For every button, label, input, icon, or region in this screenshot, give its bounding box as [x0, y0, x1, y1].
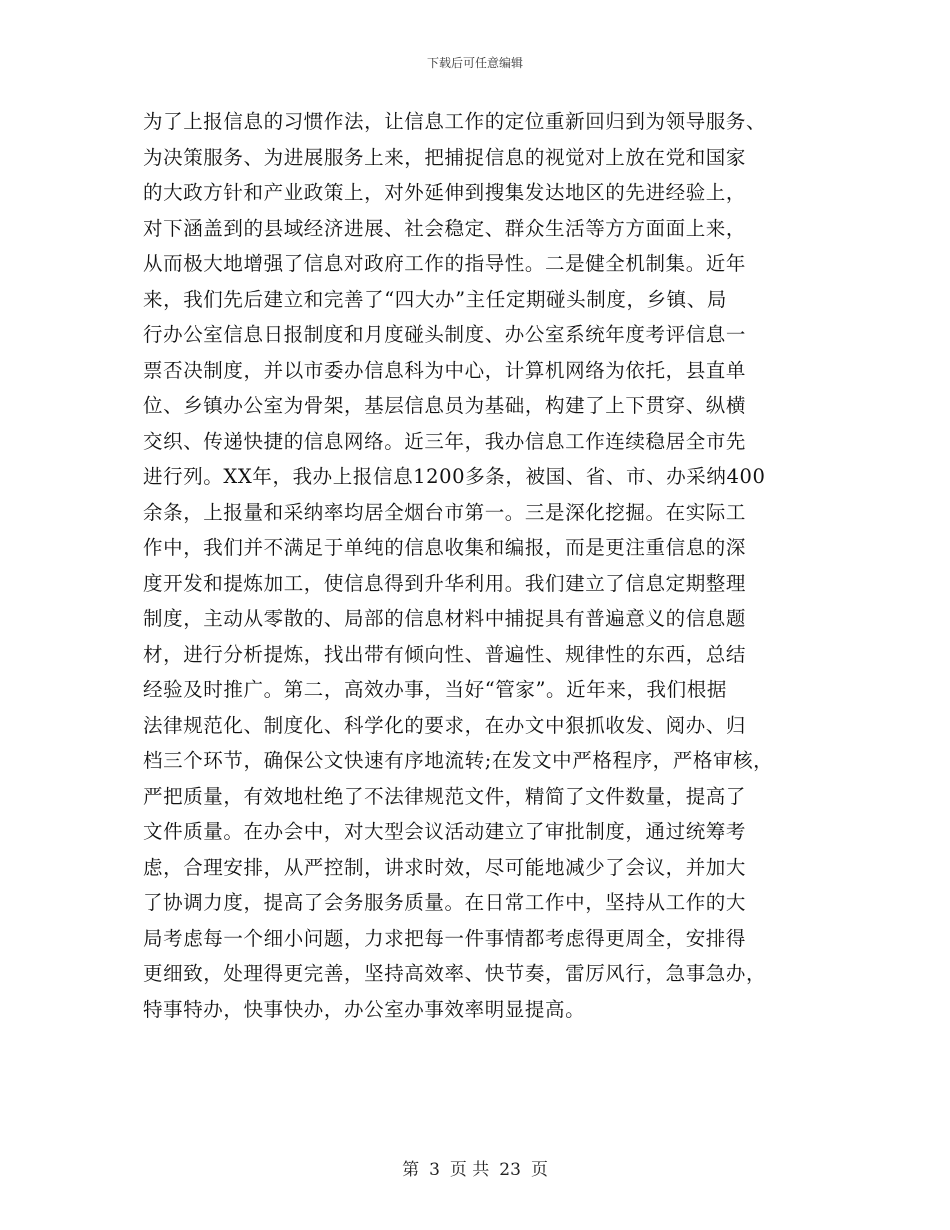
page-header: 下载后可任意编辑: [426, 56, 523, 70]
body-line: 作中，我们并不满足于单纯的信息收集和编报，而是更注重信息的深: [143, 536, 747, 559]
page-number-suffix: 页: [530, 1160, 548, 1180]
body-line: 经验及时推广。第二，高效办事，当好“管家”。近年来，我们根据: [143, 678, 727, 701]
body-line: 从而极大地增强了信息对政府工作的指导性。二是健全机制集。近年: [143, 252, 747, 275]
total-page-count: 23: [499, 1160, 521, 1180]
page-footer: [0, 1155, 950, 1180]
body-line: 来，我们先后建立和完善了“四大办”主任定期碰头制度，乡镇、局: [143, 287, 727, 311]
body-line: 票否决制度，并以市委办信息科为中心，计算机网络为依托，县直单: [143, 358, 747, 382]
body-line: 交织、传递快捷的信息网络。近三年，我办信息工作连续稳居全市先: [143, 429, 747, 453]
body-line: 为决策服务、为进展服务上来，把捕捉信息的视觉对上放在党和国家: [143, 145, 747, 169]
body-line: 了协调力度，提高了会务服务质量。在日常工作中，坚持从工作的大: [143, 891, 747, 914]
page-number-middle: 页 共: [449, 1160, 490, 1180]
body-line: 虑，合理安排，从严控制，讲求时效，尽可能地减少了会议，并加大: [143, 855, 747, 879]
body-line: 文件质量。在办会中，对大型会议活动建立了审批制度，通过统筹考: [143, 820, 747, 843]
body-line: 材，进行分析提炼，找出带有倾向性、普遍性、规律性的东西，总结: [143, 642, 747, 666]
body-line: 制度，主动从零散的、局部的信息材料中捕捉具有普遍意义的信息题: [143, 607, 747, 630]
document-body: [143, 104, 823, 1027]
body-line: 法律规范化、制度化、科学化的要求，在办文中狠抓收发、阅办、归: [143, 713, 747, 737]
body-line: 的大政方针和产业政策上，对外延伸到搜集发达地区的先进经验上，: [143, 181, 747, 204]
body-line: 进行列。XX年，我办上报信息1200多条，被国、省、市、办采纳400: [143, 465, 766, 488]
body-line: 严把质量，有效地杜绝了不法律规范文件，精简了文件数量，提高了: [143, 784, 747, 808]
body-line: 行办公室信息日报制度和月度碰头制度、办公室系统年度考评信息一: [143, 323, 747, 346]
body-line: 特事特办，快事快办，办公室办事效率明显提高。: [143, 997, 586, 1021]
body-line: 余条，上报量和采纳率均居全烟台市第一。三是深化挖掘。在实际工: [143, 500, 747, 524]
body-line: 位、乡镇办公室为骨架，基层信息员为基础，构建了上下贯穿、纵横: [143, 394, 747, 417]
body-line: 档三个环节，确保公文快速有序地流转;在发文中严格程序，严格审核，: [143, 749, 774, 772]
page-number-prefix: 第: [402, 1160, 420, 1180]
body-line: 度开发和提炼加工，使信息得到升华利用。我们建立了信息定期整理: [143, 571, 747, 595]
body-line: 为了上报信息的习惯作法，让信息工作的定位重新回归到为领导服务、: [143, 110, 767, 133]
current-page-number: 3: [429, 1160, 440, 1180]
body-line: 局考虑每一个细小问题，力求把每一件事情都考虑得更周全，安排得: [143, 926, 747, 950]
body-line: 对下涵盖到的县域经济进展、社会稳定、群众生活等方方面面上来，: [143, 216, 747, 240]
body-line: 更细致，处理得更完善，坚持高效率、快节奏，雷厉风行，急事急办，: [143, 962, 767, 985]
